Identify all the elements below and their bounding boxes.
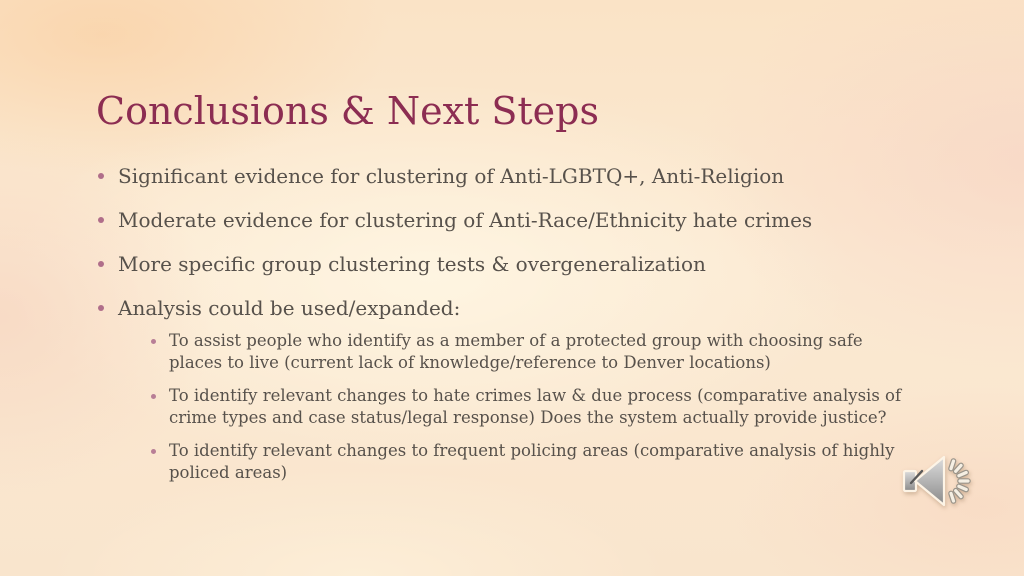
sub-bullet-item [149, 440, 905, 484]
sub-bullet-text: To identify relevant changes to hate crimes law & due process (comparative analysis of crime types and case status/legal response) Does the system actually provide justice? [169, 386, 902, 427]
speaker-sound-icon[interactable] [900, 445, 984, 517]
bullet-item [96, 163, 936, 189]
bullet-dot [98, 217, 104, 223]
slide-title: Conclusions & Next Steps [96, 89, 599, 133]
bullet-dot [98, 261, 104, 267]
bullet-item [96, 251, 936, 277]
bullet-item [96, 207, 936, 233]
slide-content [96, 86, 976, 484]
bullet-dot [151, 394, 156, 399]
bullet-dot [151, 339, 156, 344]
sub-bullet-text: To assist people who identify as a member of a protected group with choosing safe places to live (current lack of knowledge/reference to Denver locations) [169, 331, 863, 372]
bullet-dot [98, 305, 104, 311]
sub-bullet-item [149, 385, 905, 429]
bullet-item [96, 295, 936, 484]
sub-bullet-text: To identify relevant changes to frequent policing areas (comparative analysis of highly policed areas) [169, 441, 895, 482]
bullet-list [96, 163, 936, 484]
sub-bullet-list [149, 330, 905, 484]
bullet-text: Significant evidence for clustering of Anti-LGBTQ+, Anti-Religion [118, 164, 785, 188]
bullet-text: Moderate evidence for clustering of Anti-Race/Ethnicity hate crimes [118, 208, 813, 232]
speaker-icon-graphic [900, 445, 984, 517]
bullet-dot [151, 449, 156, 454]
bullet-dot [98, 173, 104, 179]
bullet-text: More specific group clustering tests & overgeneralization [118, 252, 706, 276]
sub-bullet-item [149, 330, 905, 374]
bullet-text: Analysis could be used/expanded: [118, 296, 461, 320]
